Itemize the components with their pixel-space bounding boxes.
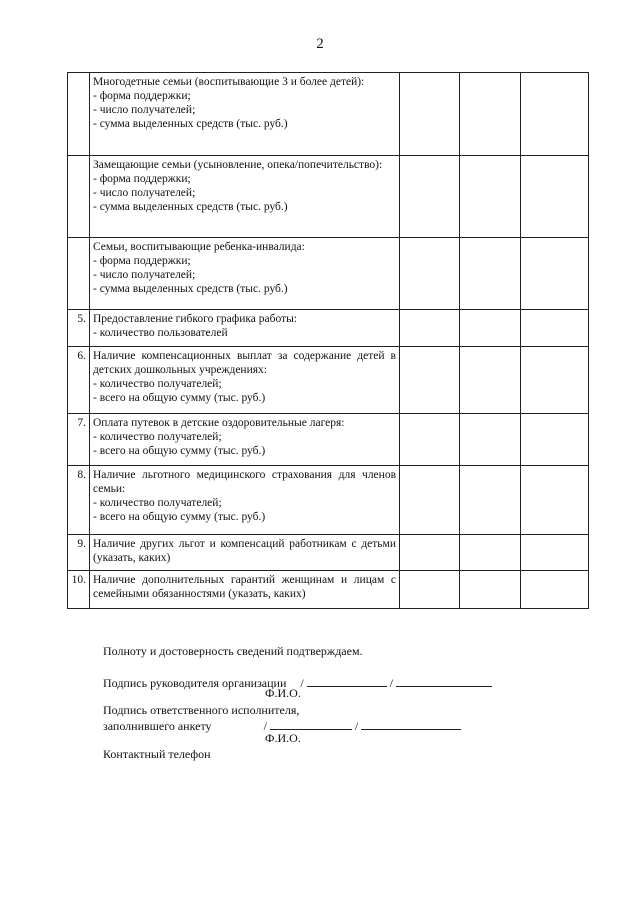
row-number: 8. bbox=[68, 466, 90, 535]
row-item: - сумма выделенных средств (тыс. руб.) bbox=[93, 283, 288, 295]
value-cell[interactable] bbox=[460, 347, 521, 414]
value-cell[interactable] bbox=[460, 466, 521, 535]
head-name-field[interactable] bbox=[396, 674, 492, 687]
row-number bbox=[68, 156, 90, 238]
row-description bbox=[90, 238, 400, 310]
page-number: 2 bbox=[316, 36, 324, 52]
row-number bbox=[68, 238, 90, 310]
row-title: Наличие компенсационных выплат за содержание детей в детских дошкольных учреждениях: bbox=[93, 350, 396, 376]
value-cell[interactable] bbox=[460, 238, 521, 310]
row-item: - всего на общую сумму (тыс. руб.) bbox=[93, 445, 266, 457]
value-cell[interactable] bbox=[400, 571, 460, 609]
fio-caption: Ф.И.О. bbox=[265, 731, 301, 745]
row-description bbox=[90, 347, 400, 414]
row-number: 6. bbox=[68, 347, 90, 414]
value-cell[interactable] bbox=[400, 238, 460, 310]
row-item: - количество получателей; bbox=[93, 497, 222, 509]
responsible-name-field[interactable] bbox=[361, 717, 461, 730]
row-item: - количество получателей; bbox=[93, 378, 222, 390]
row-description bbox=[90, 73, 400, 156]
table-row bbox=[68, 310, 589, 347]
value-cell[interactable] bbox=[460, 73, 521, 156]
row-title: Наличие дополнительных гарантий женщинам и лицам с семейными обязанностями (указать, каких) bbox=[93, 574, 396, 600]
row-item: - сумма выделенных средств (тыс. руб.) bbox=[93, 118, 288, 130]
value-cell[interactable] bbox=[400, 347, 460, 414]
value-cell[interactable] bbox=[521, 238, 589, 310]
value-cell[interactable] bbox=[460, 310, 521, 347]
row-number: 5. bbox=[68, 310, 90, 347]
row-number: 9. bbox=[68, 535, 90, 571]
row-title: Наличие льготного медицинского страхования для членов семьи: bbox=[93, 469, 396, 495]
value-cell[interactable] bbox=[521, 310, 589, 347]
row-title: Наличие других льгот и компенсаций работникам с детьми (указать, каких) bbox=[93, 538, 396, 564]
slash: / bbox=[263, 719, 267, 733]
value-cell[interactable] bbox=[521, 156, 589, 238]
row-title: Семьи, воспитывающие ребенка-инвалида: bbox=[93, 241, 305, 253]
row-title: Замещающие семьи (усыновление, опека/попечительство): bbox=[93, 159, 383, 171]
row-item: - число получателей; bbox=[93, 104, 196, 116]
row-item: - число получателей; bbox=[93, 269, 196, 281]
value-cell[interactable] bbox=[521, 347, 589, 414]
table-row bbox=[68, 238, 589, 310]
row-item: - число получателей; bbox=[93, 187, 196, 199]
row-description bbox=[90, 466, 400, 535]
row-title: Предоставление гибкого графика работы: bbox=[93, 313, 298, 325]
survey-table bbox=[67, 72, 589, 609]
table-row bbox=[68, 73, 589, 156]
row-item: - форма поддержки; bbox=[93, 255, 191, 267]
row-item: - всего на общую сумму (тыс. руб.) bbox=[93, 511, 266, 523]
confirmation-text: Полноту и достоверность сведений подтверждаем. bbox=[103, 644, 363, 658]
responsible-signature-field[interactable] bbox=[270, 717, 352, 730]
row-title: Оплата путевок в детские оздоровительные лагеря: bbox=[93, 417, 345, 429]
slash: / bbox=[389, 676, 394, 690]
table-row bbox=[68, 571, 589, 609]
value-cell[interactable] bbox=[400, 73, 460, 156]
row-item: - всего на общую сумму (тыс. руб.) bbox=[93, 392, 266, 404]
value-cell[interactable] bbox=[521, 414, 589, 466]
row-item: - форма поддержки; bbox=[93, 90, 191, 102]
head-signature-field[interactable] bbox=[307, 674, 387, 687]
row-number: 10. bbox=[68, 571, 90, 609]
row-description bbox=[90, 571, 400, 609]
value-cell[interactable] bbox=[460, 535, 521, 571]
slash: / bbox=[354, 719, 359, 733]
slash: / bbox=[300, 676, 304, 690]
row-description bbox=[90, 310, 400, 347]
value-cell[interactable] bbox=[521, 466, 589, 535]
responsible-label-line1: Подпись ответственного исполнителя, bbox=[103, 703, 300, 717]
value-cell[interactable] bbox=[460, 156, 521, 238]
phone-label: Контактный телефон bbox=[103, 747, 211, 761]
row-item: - сумма выделенных средств (тыс. руб.) bbox=[93, 201, 288, 213]
head-signature-label: Подпись руководителя организации bbox=[103, 676, 287, 690]
row-description bbox=[90, 535, 400, 571]
value-cell[interactable] bbox=[400, 156, 460, 238]
table-row bbox=[68, 347, 589, 414]
value-cell[interactable] bbox=[400, 535, 460, 571]
table-row bbox=[68, 466, 589, 535]
row-item: - количество получателей; bbox=[93, 431, 222, 443]
table-row bbox=[68, 535, 589, 571]
row-description bbox=[90, 156, 400, 238]
responsible-label-line2: заполнившего анкету bbox=[103, 719, 212, 733]
row-item: - количество пользователей bbox=[93, 327, 228, 339]
value-cell[interactable] bbox=[521, 73, 589, 156]
table-row bbox=[68, 414, 589, 466]
value-cell[interactable] bbox=[400, 466, 460, 535]
table-row bbox=[68, 156, 589, 238]
value-cell[interactable] bbox=[460, 414, 521, 466]
value-cell[interactable] bbox=[521, 571, 589, 609]
value-cell[interactable] bbox=[400, 414, 460, 466]
row-item: - форма поддержки; bbox=[93, 173, 191, 185]
row-number bbox=[68, 73, 90, 156]
value-cell[interactable] bbox=[460, 571, 521, 609]
row-number: 7. bbox=[68, 414, 90, 466]
row-description bbox=[90, 414, 400, 466]
value-cell[interactable] bbox=[400, 310, 460, 347]
value-cell[interactable] bbox=[521, 535, 589, 571]
fio-caption: Ф.И.О. bbox=[265, 686, 301, 700]
row-title: Многодетные семьи (воспитывающие 3 и более детей): bbox=[93, 76, 365, 88]
